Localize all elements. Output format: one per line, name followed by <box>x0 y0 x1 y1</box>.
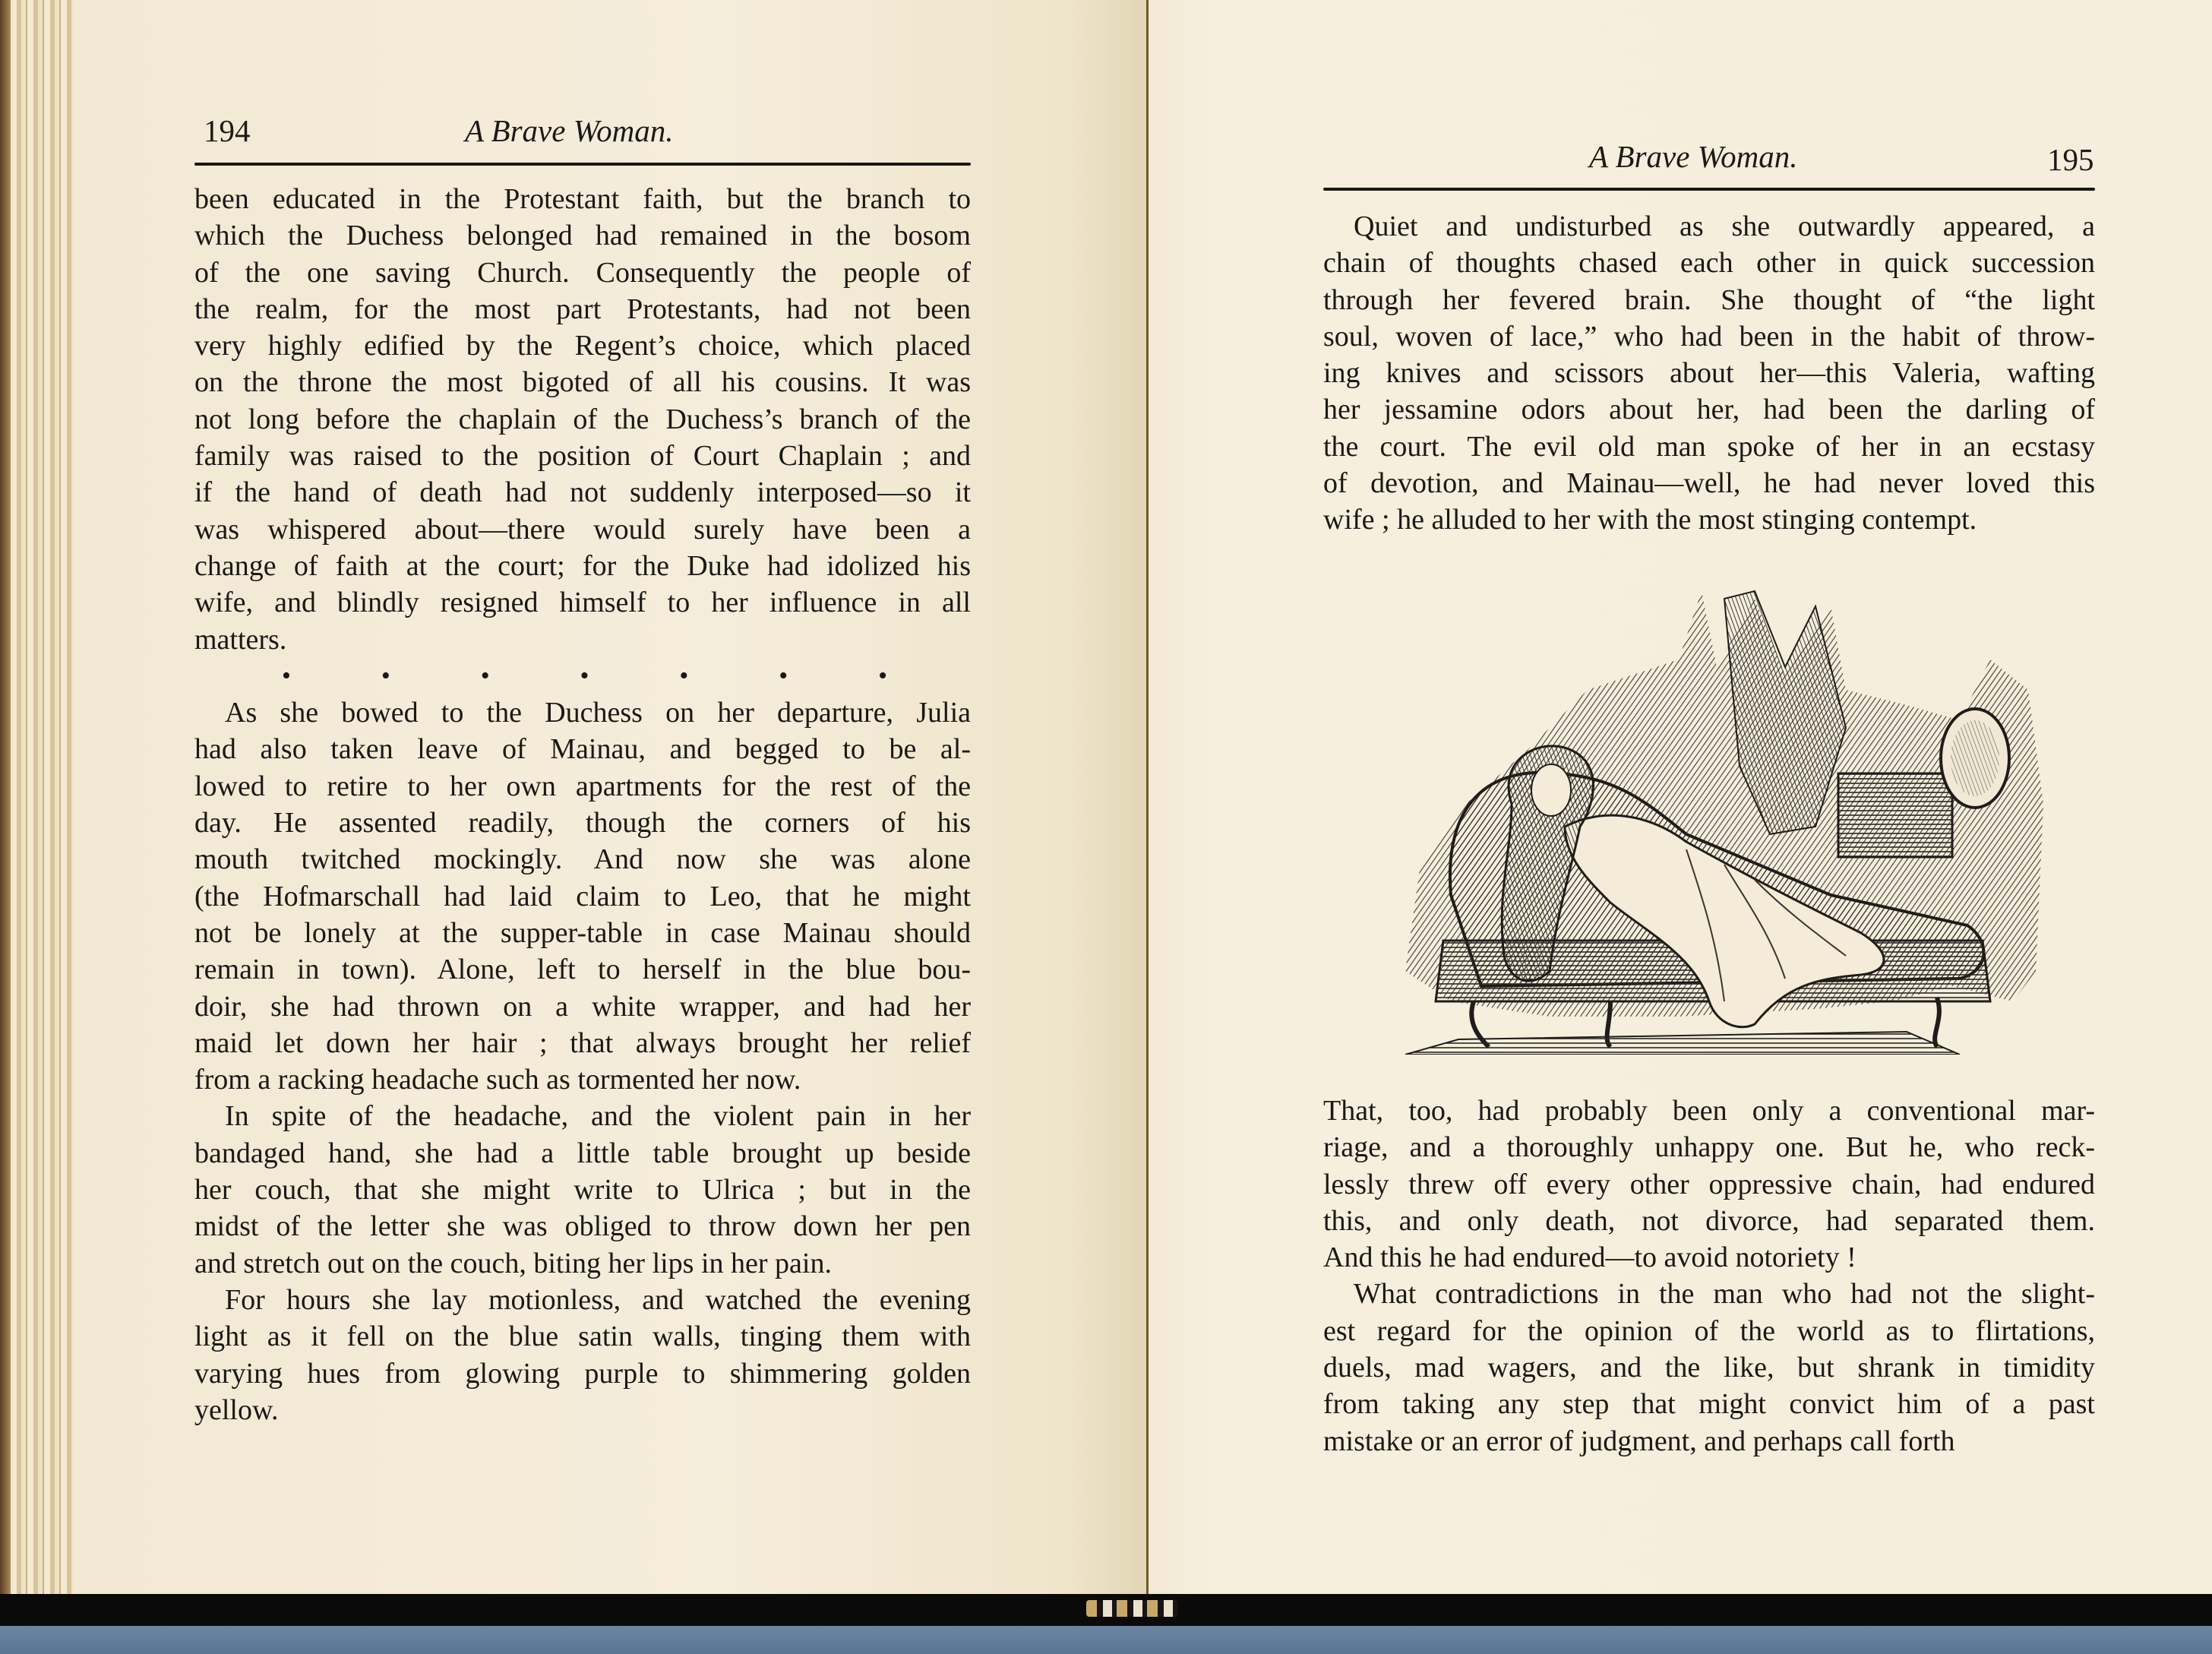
page-number-left: 194 <box>204 113 251 148</box>
text-line: the court. The evil old man spoke of her in an ecstasy <box>1323 430 2095 463</box>
header-rule-left <box>194 163 971 166</box>
text-line: her couch, that she might write to Ulrica ; but in the <box>194 1174 971 1207</box>
text-line: day. He assented readily, though the corners of his <box>194 807 971 840</box>
text-line: not be lonely at the supper-table in case Mainau should <box>194 916 971 949</box>
left-page-text <box>194 181 971 1428</box>
text-line: For hours she lay motionless, and watched the evening <box>225 1283 971 1316</box>
running-title-left: A Brave Woman. <box>465 113 674 148</box>
text-line: ing knives and scissors about her—this Valeria, wafting <box>1323 357 2095 390</box>
text-line: varying hues from glowing purple to shimmering golden <box>194 1357 971 1390</box>
text-line: very highly edified by the Regent’s choice, which placed <box>194 330 971 362</box>
page-number-right: 195 <box>2047 142 2094 177</box>
text-line: maid let down her hair ; that always brought her relief <box>194 1026 971 1059</box>
page-edges-stack <box>0 0 76 1603</box>
background-surface <box>0 1626 2212 1654</box>
text-line: chain of thoughts chased each other in quick succession <box>1323 247 2095 280</box>
text-line: est regard for the opinion of the world as to flirtations, <box>1323 1314 2095 1347</box>
section-break-dot: • <box>679 661 689 690</box>
section-break-dot: • <box>779 661 788 690</box>
section-break-dot: • <box>282 661 291 690</box>
section-break-dot: • <box>480 661 490 690</box>
text-line: matters. <box>194 623 287 656</box>
text-line: wife ; he alluded to her with the most stinging contempt. <box>1323 504 1977 536</box>
right-page-text-top <box>1323 208 2095 539</box>
text-line: was whispered about—there would surely have been a <box>194 513 971 546</box>
text-line: the realm, for the most part Protestants, had not been <box>194 293 971 325</box>
text-line: What contradictions in the man who had not the slight- <box>1354 1278 2095 1311</box>
section-break-dot: • <box>878 661 887 690</box>
text-line: doir, she had thrown on a white wrapper, and had her <box>194 990 971 1023</box>
text-line: light as it fell on the blue satin walls, tinging them with <box>194 1320 971 1353</box>
text-line: As she bowed to the Duchess on her departure, Julia <box>225 697 971 729</box>
text-line: this, and only death, not divorce, had separated them. <box>1323 1204 2095 1237</box>
text-line: yellow. <box>194 1393 279 1426</box>
rug <box>1405 1032 1960 1055</box>
text-line: been educated in the Protestant faith, but the branch to <box>194 183 971 215</box>
text-line: family was raised to the position of Court Chaplain ; and <box>194 440 971 473</box>
text-line: through her fevered brain. She thought of “the light <box>1323 283 2095 316</box>
right-page-text-bottom <box>1323 1093 2095 1460</box>
running-title-right: A Brave Woman. <box>1589 139 1798 174</box>
text-line: lessly threw off every other oppressive chain, had endured <box>1323 1168 2095 1200</box>
text-line: not long before the chaplain of the Duchess’s branch of the <box>194 403 971 435</box>
text-line: That, too, had probably been only a conventional mar- <box>1323 1095 2095 1127</box>
section-break <box>194 658 971 694</box>
text-line: wife, and blindly resigned himself to her influence in all <box>194 587 971 619</box>
text-line: mistake or an error of judgment, and perhaps call forth <box>1323 1425 1955 1457</box>
woman-face <box>1531 764 1571 816</box>
text-line: which the Duchess belonged had remained in the bosom <box>194 220 971 252</box>
headband-binding <box>1086 1600 1177 1617</box>
text-line: remain in town). Alone, left to herself in the blue bou- <box>194 954 971 986</box>
side-table <box>1838 773 1952 857</box>
text-line: if the hand of death had not suddenly interposed—so it <box>194 476 971 509</box>
text-line: lowed to retire to her own apartments for the rest of the <box>194 770 971 802</box>
text-line: Quiet and undisturbed as she outwardly appeared, a <box>1354 210 2095 242</box>
text-line: of devotion, and Mainau—well, he had never loved this <box>1323 467 2095 500</box>
text-line: mouth twitched mockingly. And now she was alone <box>194 843 971 876</box>
engraving-illustration <box>1360 576 2043 1055</box>
text-line: bandaged hand, she had a little table brought up beside <box>194 1137 971 1169</box>
text-line: soul, woven of lace,” who had been in the habit of throw- <box>1323 320 2095 353</box>
text-line: And this he had endured—to avoid notoriety ! <box>1323 1241 1856 1274</box>
text-line: In spite of the headache, and the violent pain in her <box>225 1100 971 1133</box>
text-line: of the one saving Church. Consequently the people of <box>194 256 971 289</box>
text-line: (the Hofmarschall had laid claim to Leo, that he might <box>194 880 971 912</box>
text-line: and stretch out on the couch, biting her lips in her pain. <box>194 1247 832 1279</box>
text-line: riage, and a thoroughly unhappy one. But he, who reck- <box>1323 1131 2095 1164</box>
text-line: from taking any step that might convict him of a past <box>1323 1388 2095 1421</box>
text-line: change of faith at the court; for the Duke had idolized his <box>194 549 971 582</box>
text-line: duels, mad wagers, and the like, but shrank in timidity <box>1323 1352 2095 1384</box>
text-line: had also taken leave of Mainau, and begged to be al- <box>194 733 971 766</box>
text-line: midst of the letter she was obliged to throw down her pen <box>194 1210 971 1243</box>
section-break-dot: • <box>580 661 589 690</box>
text-line: her jessamine odors about her, had been the darling of <box>1323 394 2095 426</box>
section-break-dot: • <box>381 661 390 690</box>
text-line: on the throne the most bigoted of all his cousins. It was <box>194 366 971 399</box>
text-line: from a racking headache such as tormented her now. <box>194 1064 801 1096</box>
header-rule-right <box>1323 188 2095 191</box>
